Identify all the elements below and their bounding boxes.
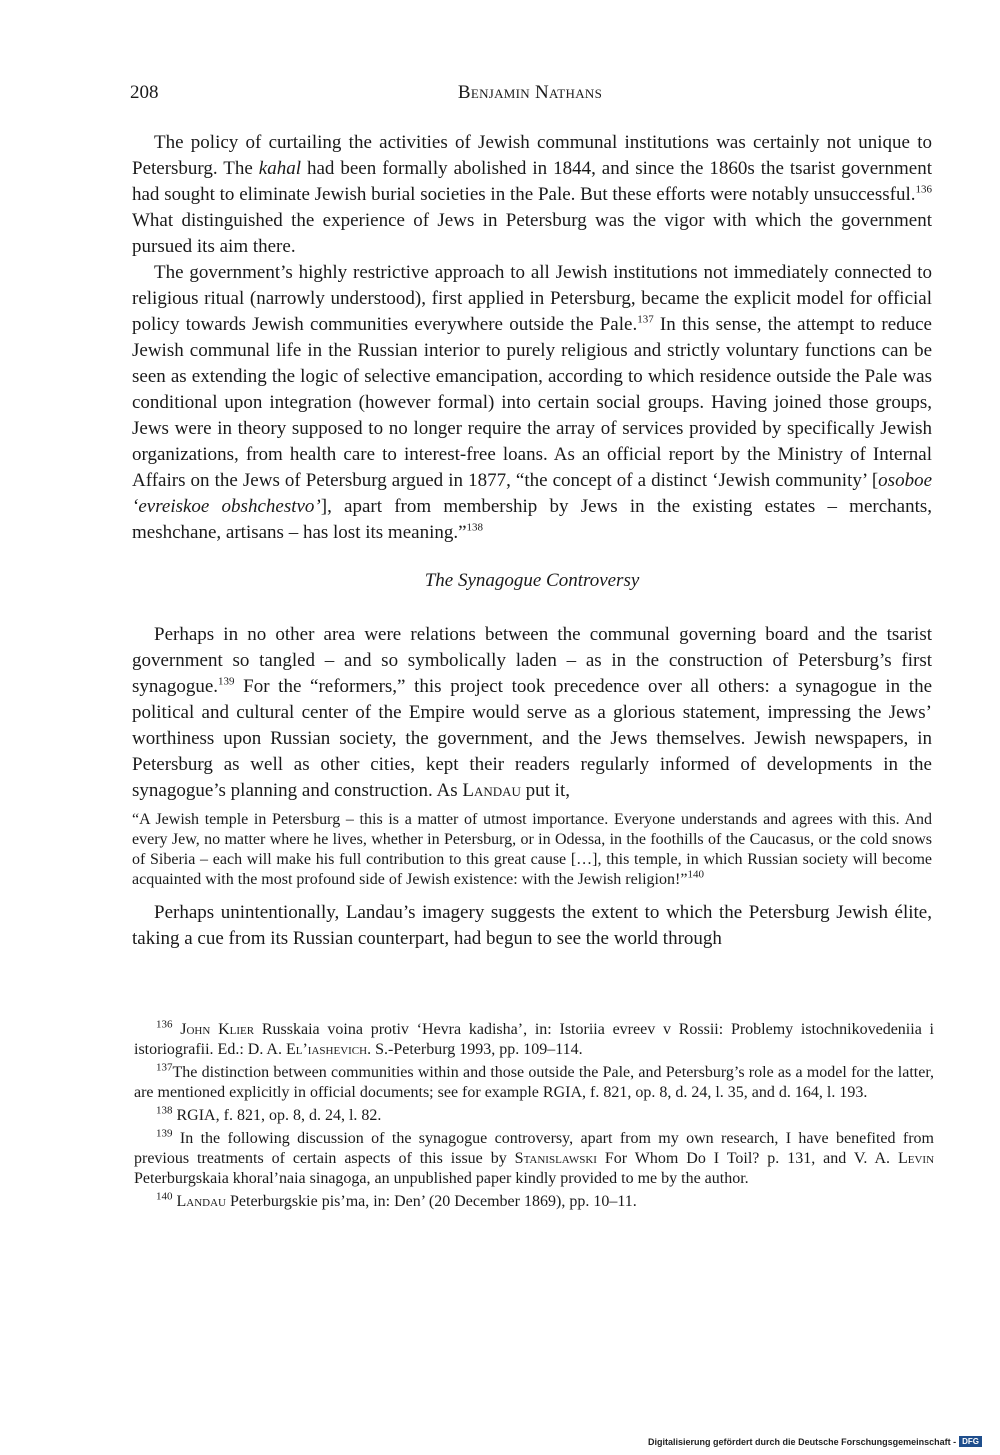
footnote-ref-139: 139 <box>218 675 235 688</box>
footnote-ref-136: 136 <box>915 183 932 196</box>
page-header <box>130 82 930 108</box>
page-number: 208 <box>130 82 159 103</box>
paragraph-4: Perhaps unintentionally, Landau’s imagery suggests the extent to which the Petersburg Jewish élite, taking a cue from its Russian counterpart, had begun to see the world through <box>132 902 932 949</box>
footnote-140: $^{140}$ Landau Peterburgskie pis’ma, in: Den’ (20 December 1869), pp. 10–11. <box>156 1190 637 1210</box>
running-head: Benjamin Nathans <box>457 82 603 103</box>
paragraph-1: The policy of curtailing the activities of Jewish communal institutions was certainly not unique to Petersburg. The kahal had been formally abolished in 1844, and since the 1860s the tsarist government had sought to eliminate Jewish burial societies in the Pale. But these efforts were notably unsuccessful.$^{136}$ What distinguished the experience of Jews in Petersburg was the vigor with which the government pursued its aim there. <box>132 132 932 257</box>
section-heading: The Synagogue Controversy <box>424 570 640 591</box>
dfg-logo: DFG <box>959 1436 982 1447</box>
footnote-137: $^{137}$The distinction between communities within and those outside the Pale, and Petersburg’s role as a model for the latter, are mentioned explicitly in official documents; see for example RGIA, f. 821, op. 8, d. 24, l. 35, and d. 164, l. 193. <box>134 1061 934 1101</box>
footnote-136: $^{136}$ John Klier Russkaia voina protiv ‘Hevra kadisha’, in: Istoriia evreev v Rossii: Problemy istochnikovedeniia i istoriografii. Ed.: D. A. El’iashevich. S.-Peterburg 1993, pp. 109–114. <box>134 1018 935 1058</box>
footnote-ref-140: 140 <box>687 868 704 881</box>
footnote-ref-137: 137 <box>637 313 654 326</box>
footnotes <box>134 1020 934 1215</box>
footer-text: Digitalisierung gefördert durch die Deutsche Forschungsgemeinschaft - <box>648 1436 957 1447</box>
paragraph-3: Perhaps in no other area were relations between the communal governing board and the tsarist government so tangled – and so symbolically laden – as in the construction of Petersburg’s first synagogue.$^{139}$ For the “reformers,” this project took precedence over all others: a synagogue in the political and cultural center of the Empire would serve as a glorious statement, impressing the Jews’ worthiness upon Russian society, the government, and the Jews themselves. Jewish newspapers, in Petersburg as well as other cities, kept their readers regularly informed of developments in the synagogue’s planning and construction. As Landau put it, <box>132 624 932 801</box>
footnote-ref-138: 138 <box>466 521 484 534</box>
footnote-139: $^{139}$ In the following discussion of the synagogue controversy, apart from my own research, I have benefited from previous treatments of certain aspects of this issue by Stanislawski For Whom Do I Toil? p. 131, and V. A. Levin Peterburgskaia khoral’naia sinagoga, an unpublished paper kindly provided to me by the author. <box>134 1127 935 1187</box>
digitization-footer <box>648 1436 982 1447</box>
footnote-138: $^{138}$ RGIA, f. 821, op. 8, d. 24, l. 82. <box>156 1104 382 1124</box>
paragraph-2: The government’s highly restrictive approach to all Jewish institutions not immediately connected to religious ritual (narrowly understood), first applied in Petersburg, became the explicit model for official policy towards Jewish communities everywhere outside the Pale.$^{137}$ In this sense, the attempt to reduce Jewish communal life in the Russian interior to purely religious and strictly voluntary functions can be seen as extending the logic of selective emancipation, according to which residence outside the Pale was conditional upon integration (however formal) into certain social groups. Having joined those groups, Jews were in theory supposed to no longer require the array of services provided by specifically Jewish organizations, from health care to interest-free loans. As an official report by the Ministry of Internal Affairs on the Jews of Petersburg argued in 1877, “the concept of a distinct ‘Jewish community’ [osoboe ‘evreiskoe obshchestvo’], apart from membership by Jews in the existing estates – merchants, meshchane, artisans – has lost its meaning.”$^{138}$ <box>132 262 932 543</box>
block-quote: “A Jewish temple in Petersburg – this is a matter of utmost importance. Everyone understands and agrees with this. And every Jew, no matter where he lives, whether in Petersburg, or in Odessa, in the foothills of the Caucasus, or the cold snows of Siberia – each will make his full contribution to this great cause […], this temple, in which Russian society will become acquainted with the most profound side of Jewish existence: with the Jewish religion!”$^{140}$ <box>132 811 932 888</box>
body-text <box>132 130 932 952</box>
